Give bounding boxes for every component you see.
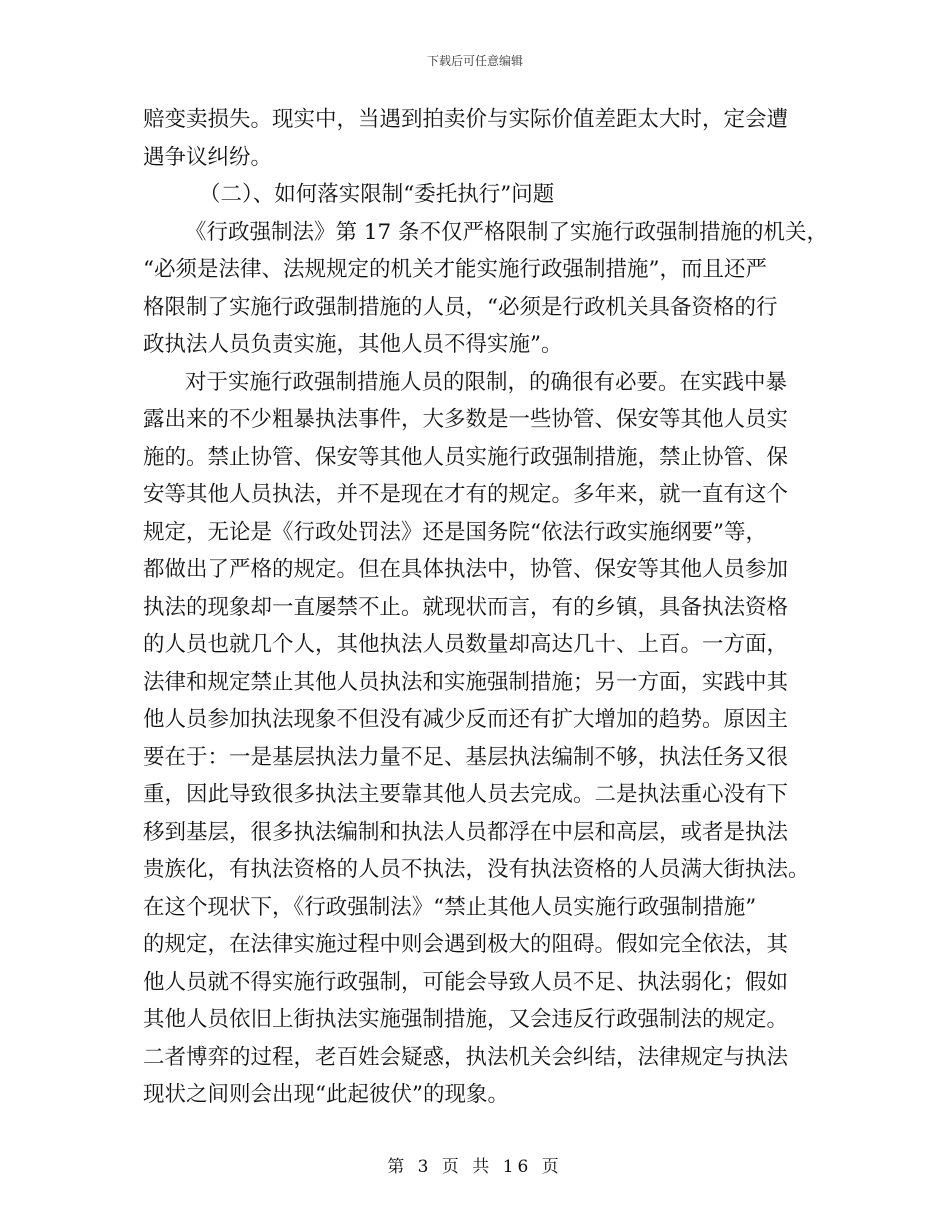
document-body — [143, 101, 829, 1114]
text-line: 安等其他人员执法，并不是现在才有的规定。多年来，就一直有这个 — [143, 482, 789, 507]
page-header: 下载后可任意编辑 — [426, 54, 523, 68]
text-line: 重，因此导致很多执法主要靠其他人员去完成。二是执法重心没有下 — [143, 782, 789, 807]
text-line: 规定，无论是《行政处罚法》还是国务院“依法行政实施纲要”等， — [143, 519, 767, 545]
text-line: 格限制了实施行政强制措施的人员，“必须是行政机关具备资格的行 — [143, 294, 778, 320]
text-line: 都做出了严格的规定。但在具体执法中，协管、保安等其他人员参加 — [143, 557, 789, 582]
text-line: “必须是法律、法规规定的机关才能实施行政强制措施”，而且还严 — [143, 257, 767, 282]
text-line: 他人员参加执法现象不但没有减少反而还有扩大增加的趋势。原因主 — [143, 707, 789, 732]
page-footer: 第 3 页 共 16 页 — [387, 1157, 563, 1177]
text-line: 移到基层，很多执法编制和执法人员都浮在中层和高层，或者是执法 — [143, 819, 789, 845]
text-line: 《行政强制法》第 17 条不仅严格限制了实施行政强制措施的机关， — [185, 219, 829, 245]
text-line: 其他人员依旧上街执法实施强制措施，又会违反行政强制法的规定。 — [143, 1007, 789, 1032]
text-line: 赔变卖损失。现实中，当遇到拍卖价与实际价值差距太大时，定会遭 — [143, 107, 789, 132]
text-line: 对于实施行政强制措施人员的限制，的确很有必要。在实践中暴 — [185, 369, 788, 395]
text-line: 现状之间则会出现“此起彼伏”的现象。 — [143, 1082, 509, 1107]
text-line: 露出来的不少粗暴执法事件，大多数是一些协管、保安等其他人员实 — [143, 407, 789, 432]
text-line: 遇争议纠纷。 — [143, 144, 273, 170]
text-line: 他人员就不得实施行政强制，可能会导致人员不足、执法弱化；假如 — [143, 969, 789, 995]
text-line: 执法的现象却一直屡禁不止。就现状而言，有的乡镇，具备执法资格 — [143, 594, 789, 620]
section-heading: （二）、如何落实限制“委托执行”问题 — [199, 182, 555, 207]
text-line: 的人员也就几个人，其他执法人员数量却高达几十、上百。一方面， — [143, 632, 789, 657]
text-line: 二者博弈的过程，老百姓会疑惑，执法机关会纠结，法律规定与执法 — [143, 1044, 789, 1070]
text-line: 贵族化，有执法资格的人员不执法，没有执法资格的人员满大街执法。 — [143, 857, 810, 882]
text-line: 要在于：一是基层执法力量不足、基层执法编制不够，执法任务又很 — [143, 744, 789, 770]
text-line: 法律和规定禁止其他人员执法和实施强制措施；另一方面，实践中其 — [143, 669, 789, 695]
text-line: 施的。禁止协管、保安等其他人员实施行政强制措施，禁止协管、保 — [143, 444, 789, 470]
text-line: 的规定，在法律实施过程中则会遇到极大的阻碍。假如完全依法，其 — [143, 932, 789, 957]
text-line: 政执法人员负责实施，其他人员不得实施”。 — [143, 332, 563, 357]
text-line: 在这个现状下，《行政强制法》“禁止其他人员实施行政强制措施” — [143, 894, 757, 920]
